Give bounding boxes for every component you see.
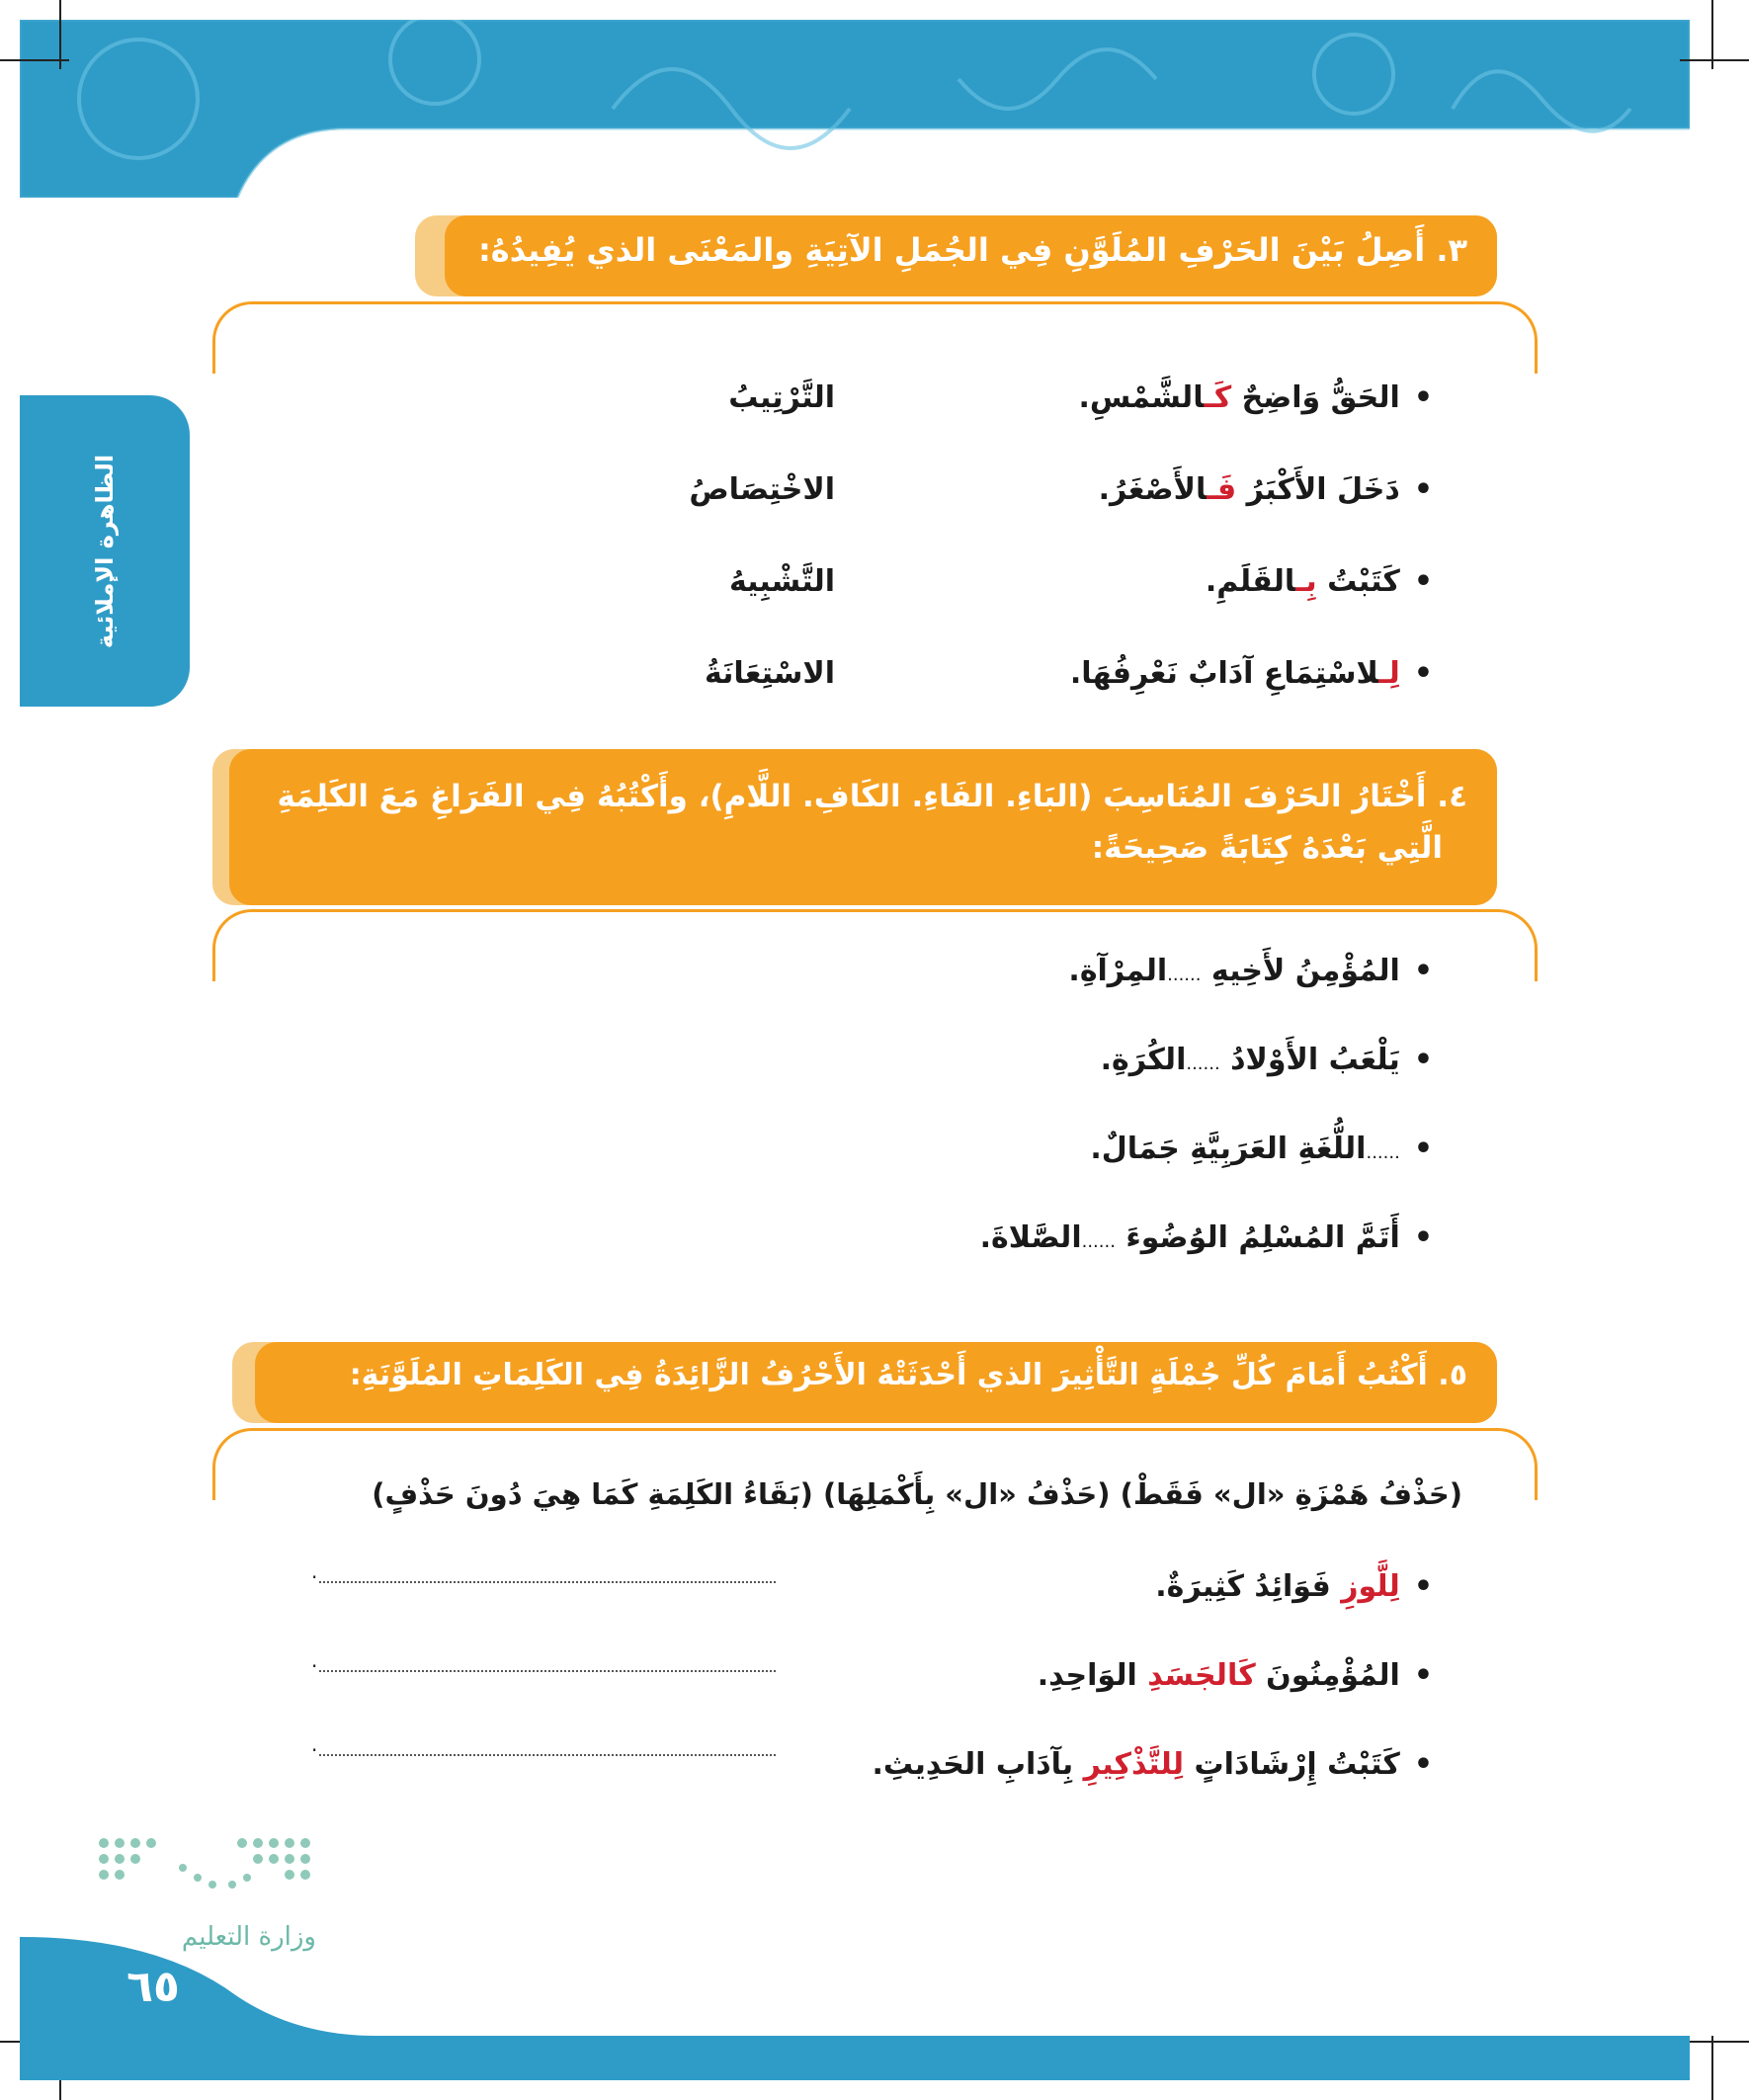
exercise4-sentence-3: •......اللُّغَةِ العَرَبِيَّةِ جَمَالٌ. [1090,1132,1433,1166]
exercise3-meaning-4: الاسْتِعَانَةُ [704,656,835,691]
exercise3-sentence-4: •لِـلاسْتِمَاعِ آدَابٌ نَعْرِفُهَا. [1069,656,1433,691]
answer-line-1[interactable]: . [311,1581,776,1583]
answer-line-3[interactable]: . [311,1754,776,1756]
colored-letter: بِـ [1295,564,1317,599]
exercise3-meaning-1: التَّرْتِيبُ [728,380,835,415]
answer-line-2[interactable]: . [311,1670,776,1672]
exercise4-sentence-1: •المُؤْمِنُ لأَخِيهِ ......المِرْآةِ. [1068,954,1433,988]
colored-word: كَالجَسَدِ [1147,1658,1256,1693]
exercise3-frame [212,301,1538,374]
exercise4-sentence-2: •يَلْعَبُ الأَوْلادُ ......الكُرَةِ. [1100,1043,1433,1077]
crop-mark [59,0,61,69]
exercise3-meaning-2: الاخْتِصَاصُ [689,472,835,507]
exercise5-sentence-3: •كَتَبْتُ إِرْشَادَاتٍ لِلتَّذْكِيرِ بِآدَابِ الحَدِيثِ. [872,1747,1433,1782]
exercise3-header [445,215,1497,296]
crop-mark [1711,0,1713,69]
exercise3-sentence-3: •كَتَبْتُ بِـالقَلَمِ. [1205,564,1433,599]
fill-blank[interactable]: ...... [1081,1231,1116,1252]
exercise3-sentence-1: •الحَقُّ وَاضِحٌ كَـالشَّمْسِ. [1078,380,1433,415]
header-decorative-band [20,20,1690,198]
fill-blank[interactable]: ...... [1186,1053,1220,1074]
ministry-name: وزارة التعليم [181,1922,316,1952]
chapter-side-tab [20,395,190,707]
crop-mark [1711,2036,1713,2100]
exercise3-title: ٣. أَصِلُ بَيْنَ الحَرْفِ المُلَوَّنِ فِي الجُمَلِ الآتِيَةِ والمَعْنَى الذي يُفِيدُهُ: [478,231,1467,269]
exercise5-sentence-2: •المُؤْمِنُونَ كَالجَسَدِ الوَاحِدِ. [1037,1658,1433,1693]
fill-blank[interactable]: ...... [1167,965,1202,985]
page-number: ٦٥ [126,1962,180,2012]
colored-letter: فَـ [1207,472,1237,507]
fill-blank[interactable]: ...... [1366,1142,1400,1163]
exercise5-sentence-1: •لِلَّوزِ فَوَائِدُ كَثِيرَةٌ. [1155,1569,1433,1604]
colored-word: لِلتَّذْكِيرِ [1083,1747,1185,1782]
exercise4-title-line2: الَّتِي بَعْدَهُ كِتَابَةً صَحِيحَةً: [1091,830,1443,866]
chapter-side-tab-label: الظاهرة الإملائية [91,454,120,648]
crop-mark [1680,2041,1749,2043]
exercise5-header [255,1342,1497,1423]
exercise3-meaning-3: التَّشْبِيهُ [728,564,835,599]
exercise4-title-line1: ٤. أَخْتَارُ الحَرْفَ المُنَاسِبَ (البَاءِ. الفَاءِ. الكَافِ. اللَّامِ)، وأَكْتُبُهُ فِي الفَرَاغِ مَعَ الكَلِمَةِ [277,779,1467,814]
exercise4-header [229,749,1497,905]
exercise3-sentence-2: •دَخَلَ الأَكْبَرُ فَـالأَصْغَرُ. [1098,472,1433,507]
exercise4-sentence-4: •أَتَمَّ المُسْلِمُ الوُضُوءَ ......الصَّلاةَ. [979,1220,1433,1255]
colored-word: لِلَّوزِ [1341,1569,1400,1604]
colored-letter: لِـ [1378,656,1400,691]
exercise5-options: (حَذْفُ هَمْزَةِ «ال» فَقَطْ) (حَذْفُ «ال» بِأَكْمَلِهَا) (بَقَاءُ الكَلِمَةِ كَمَا هِيَ دُونَ حَذْفٍ) [372,1477,1462,1511]
crop-mark [1680,59,1749,61]
colored-letter: كَـ [1204,380,1232,415]
exercise5-title: ٥. أَكْتُبُ أَمَامَ كُلِّ جُمْلَةٍ التَّأْثِيرَ الذي أَحْدَثَتْهُ الأَحْرُفُ الزَّائِدَةُ فِي الكَلِمَاتِ المُلَوَّنَةِ: [349,1358,1467,1392]
footer-decorative-band [20,1937,1690,2080]
